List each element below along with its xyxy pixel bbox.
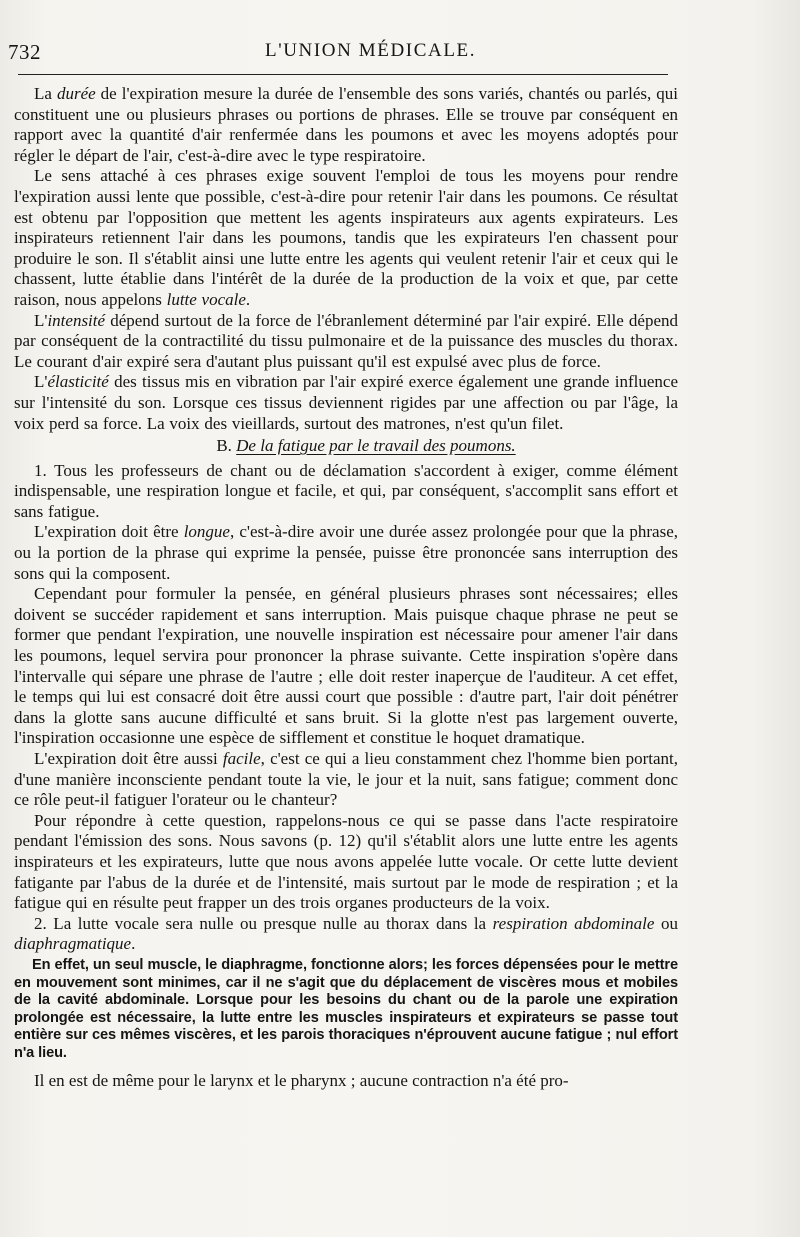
paragraph-longue: L'expiration doit être longue, c'est-à-dire avoir une durée assez prolongée pour que la phrase, ou la portion de la phrase qui exprime la pensée, puisse être prononcée sans interruption des sons qui la composent. [14,522,678,583]
paragraph-small-print: En effet, un seul muscle, le diaphragme, fonctionne alors; les forces dépensées pour le mettre en mouvement sont minimes, car il ne s'agit que du déplacement de viscères mous et mobiles de la cavité abdominale. Lorsque pour les besoins du chant ou de la parole une expiration prolongée est nécessaire, la lutte entre les muscles inspirateurs et expirateurs se passe tout entière sur ces mêmes viscères, et les parois thoraciques n'éprouvent aucune fatigue ; nul effort n'a lieu. [14,956,678,1061]
paragraph-facile: L'expiration doit être aussi facile, c'est ce qui a lieu constamment chez l'homme bien portant, d'une manière inconsciente pendant toute la vie, le jour et la nuit, sans fatigue; comment donc ce rôle peut-il fatiguer l'orateur ou le chanteur? [14,749,679,810]
page-header [8,40,668,70]
paragraph-cependant: Cependant pour formuler la pensée, en général plusieurs phrases sont nécessaires; elles doivent se succéder rapidement et sans interruption. Mais puisque chaque phrase ne peut se former que pendant l'expiration, une nouvelle inspiration est nécessaire pour amener l'air dans les poumons, lequel servira pour prononcer la phrase suivante. Cette inspiration s'opère dans l'intervalle qui sépare une phrase de l'autre ; elle doit rester inaperçue de l'auditeur. A cet effet, le temps qui lui est consacré doit être aussi court que possible : d'autre part, l'air doit pénétrer dans la glotte sans aucune difficulté et sans bruit. Si la glotte n'est pas largement ouverte, l'inspiration occasionne une espèce de sifflement et constitue le hoquet dramatique. [14,584,678,748]
paragraph-duree: La durée de l'expiration mesure la durée de l'ensemble des sons variés, chantés ou parlés, qui constituent une ou plusieurs phrases ou portions de phrases. Elle se trouve par conséquent en rapport avec la quantité d'air renfermée dans les poumons et avec les moyens adoptés pour régler le départ de l'air, c'est-à-dire avec le type respiratoire. [14,84,678,165]
running-title: L'UNION MÉDICALE. [265,40,477,61]
paragraph-lutte-vocale: Le sens attaché à ces phrases exige souvent l'emploi de tous les moyens pour rendre l'expiration aussi lente que possible, c'est-à-dire pour retenir l'air dans les poumons. Ce résultat est obtenu par l'opposition que mettent les agents inspirateurs aux agents expirateurs. Les inspirateurs retiennent l'air dans les poumons, tandis que les expirateurs l'en chassent pour produire le son. Il s'établit ainsi une lutte entre les agents qui veulent retenir l'air et ceux qui le chassent, lutte établie dans l'intérêt de la durée de la production de la voix et que, par cette raison, nous appelons lutte vocale. [14,166,678,309]
section-title: De la fatigue par le travail des poumons. [236,436,516,456]
paragraph-larynx: Il en est de même pour le larynx et le pharynx ; aucune contraction n'a été pro- [34,1070,569,1090]
paragraph-abdominale: 2. La lutte vocale sera nulle ou presque nulle au thorax dans la respiration abdominale ou diaphragmatique. [14,913,678,954]
section-heading [14,436,678,457]
paragraph-question: Pour répondre à cette question, rappelons-nous ce qui se passe dans l'acte respiratoire pendant l'émission des sons. Nous savons (p. 12) qu'il s'établit alors une lutte entre les agents inspirateurs et les expirateurs, lutte que nous avons appelée lutte vocale. Or cette lutte devient fatigante par l'abus de la durée et de l'intensité, mais surtout par le mode de respiration ; et la fatigue qui en résulte peut frapper un des trois organes producteurs de la voix. [14,810,678,913]
paragraph-elasticite: L'élasticité des tissus mis en vibration par l'air expiré exerce également une grande influence sur l'intensité du son. Lorsque ces tissus deviennent rigides par une affection ou par l'âge, la voix perd sa force. La voix des vieillards, surtout des matrones, n'est qu'un filet. [14,372,678,433]
paragraph-intensite: L'intensité dépend surtout de la force de l'ébranlement déterminé par l'air expiré. Elle dépend par conséquent de la contractilité du tissu pulmonaire et de la puissance des muscles du thorax. Le courant d'air expiré sera d'autant plus puissant qu'il est expulsé avec plus de force. [14,310,678,371]
header-rule [18,74,668,75]
section-label: B. [216,436,237,456]
paragraph-professeurs: 1. Tous les professeurs de chant ou de déclamation s'accordent à exiger, comme élément indispensable, une respiration longue et facile, et qui, par conséquent, s'accomplit sans effort et sans fatigue. [14,460,678,521]
page-number: 732 [8,40,41,64]
article-body [14,84,678,1091]
